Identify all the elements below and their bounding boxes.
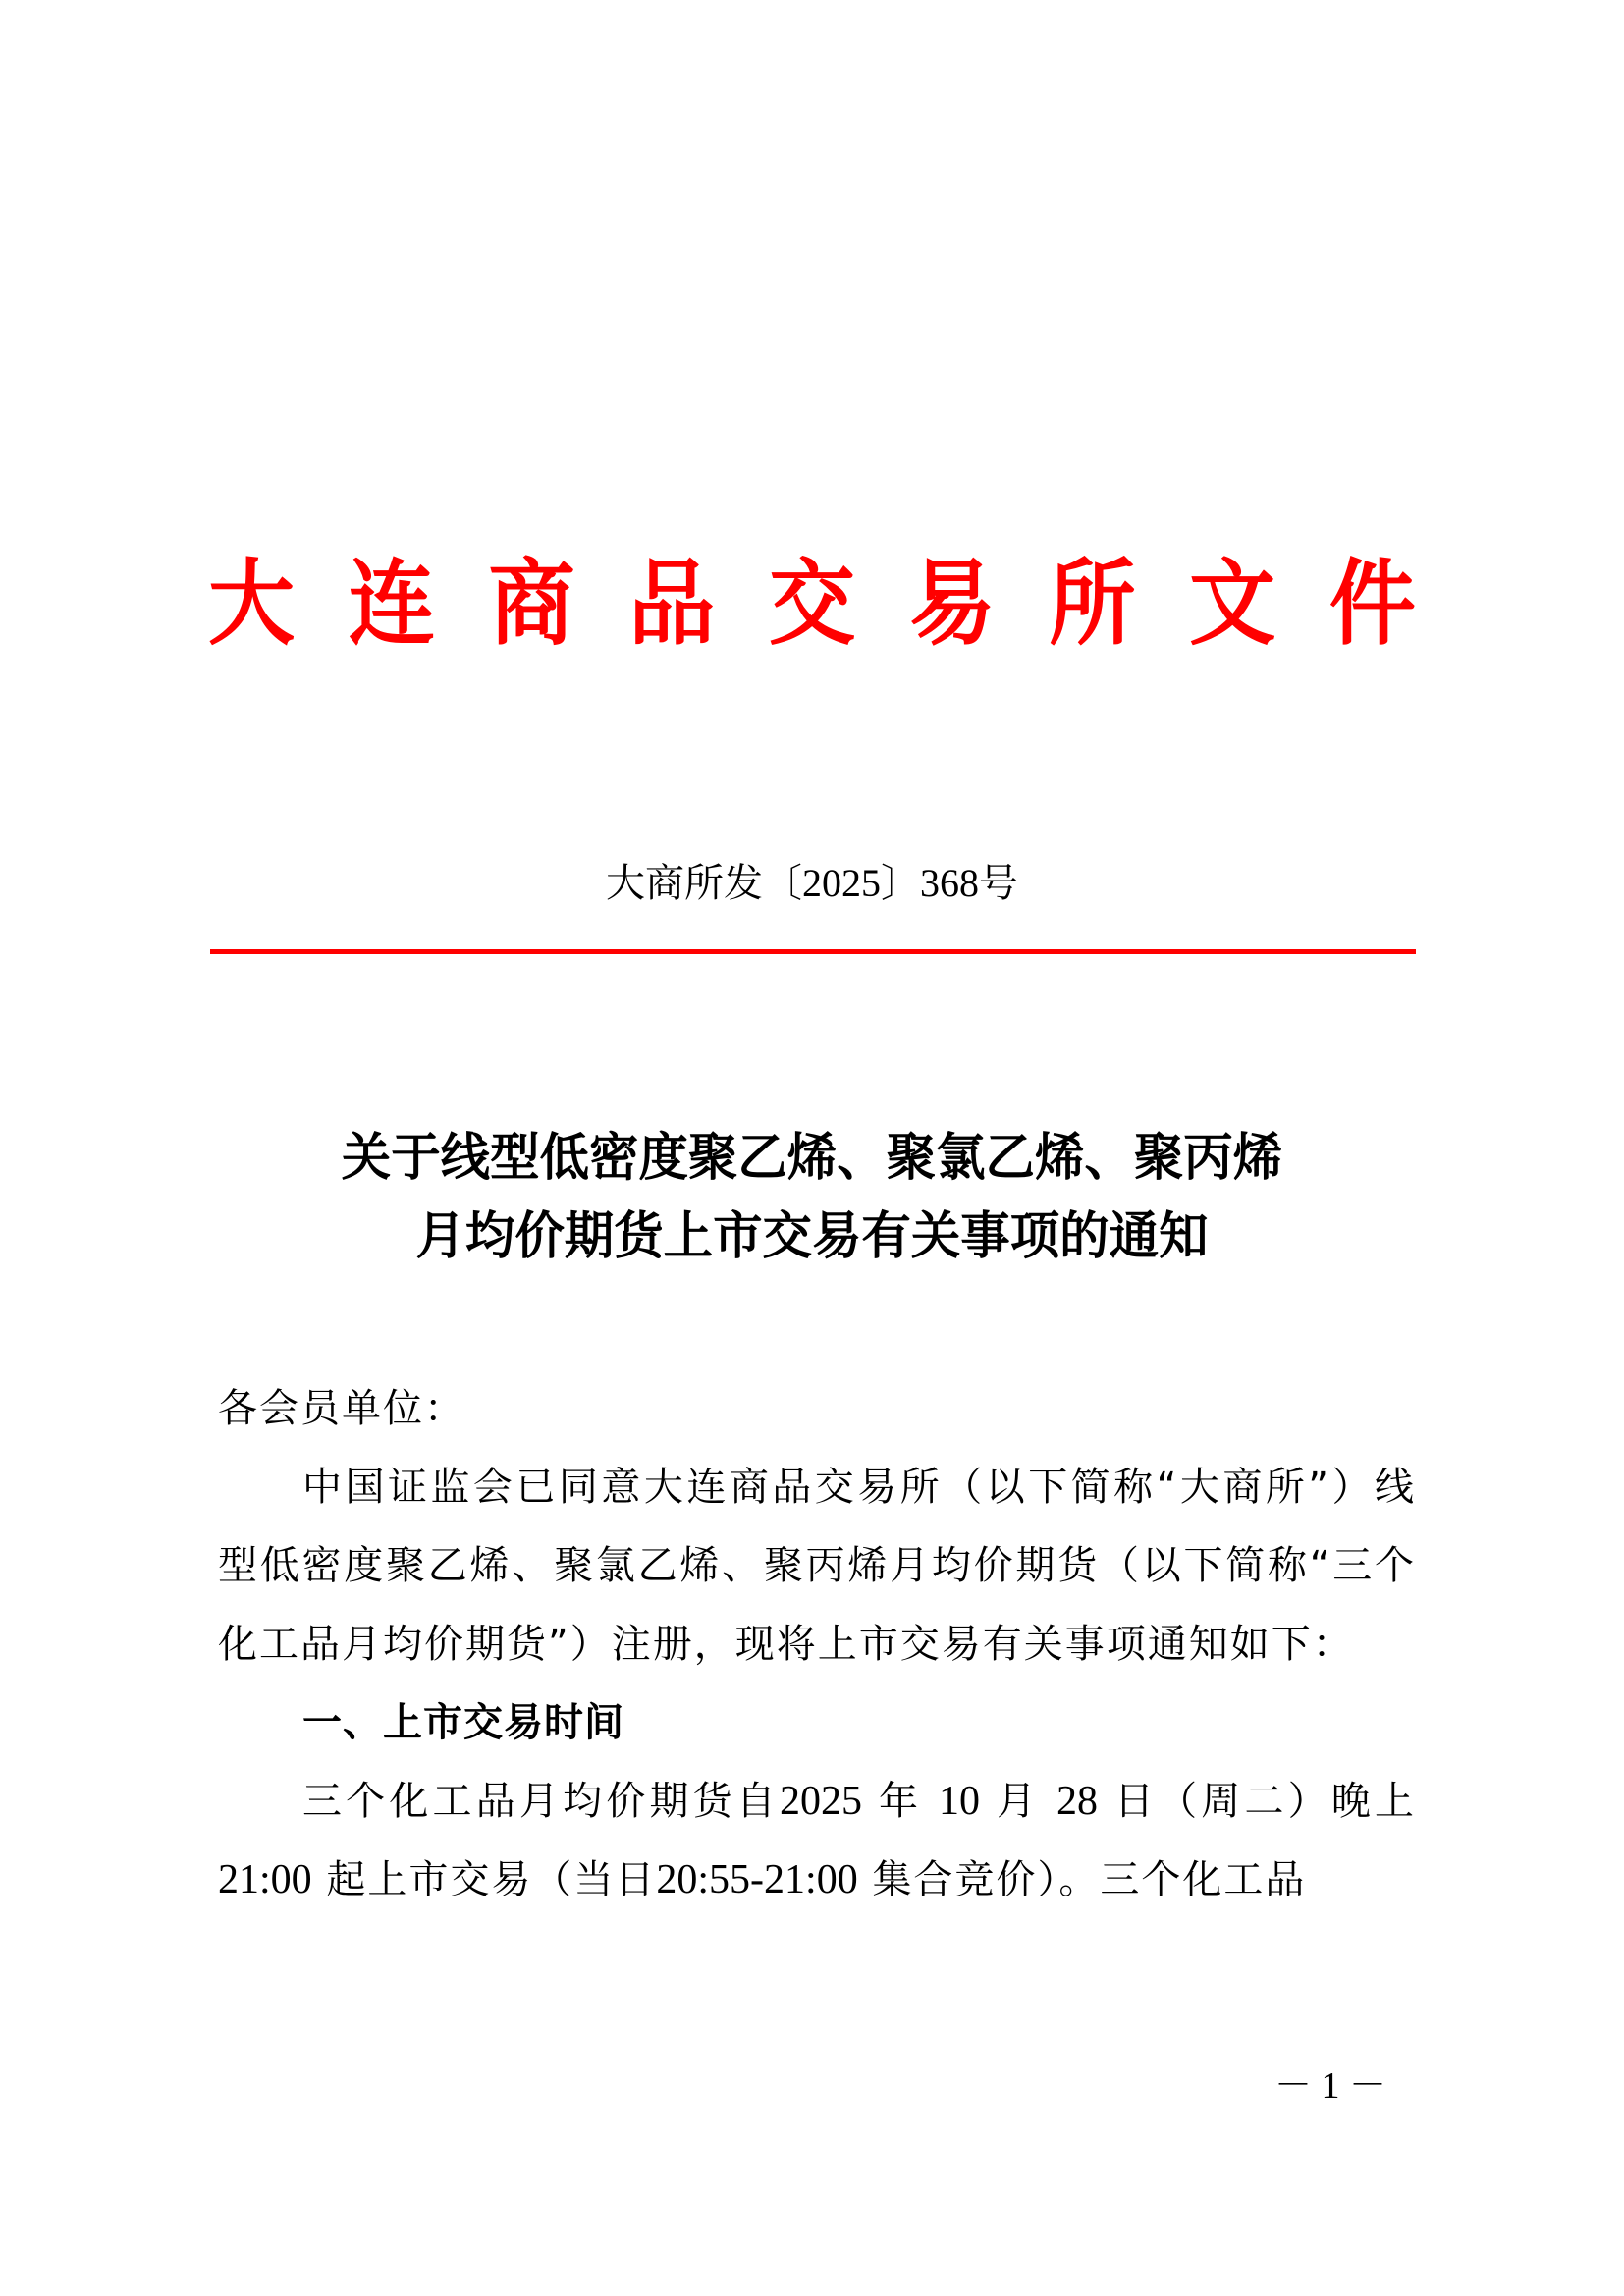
document-title [0, 1119, 1624, 1276]
masthead-char: 品 [628, 548, 716, 659]
section-paragraph [218, 1762, 1416, 1919]
section-heading: 一、上市交易时间 [302, 1700, 624, 1745]
text-fragment: 日（周二）晚上 [1113, 1779, 1417, 1824]
call-auction-time: 20:55-21:00 [656, 1857, 858, 1902]
listing-month: 10 [939, 1779, 981, 1824]
salutation: 各会员单位： [218, 1386, 465, 1431]
masthead-title [208, 550, 1416, 658]
text-fragment: 年 [878, 1779, 923, 1824]
masthead-char: 所 [1049, 548, 1136, 659]
red-divider-line [210, 949, 1416, 954]
listing-year: 2025 [780, 1779, 863, 1824]
title-line-2: 月均价期货上市交易有关事项的通知 [415, 1207, 1209, 1266]
body-paragraph: 中国证监会已同意大连商品交易所（以下简称“大商所”）线型低密度聚乙烯、聚氯乙烯、聚丙烯月均价期货（以下简称“三个化工品月均价期货”）注册，现将上市交易有关事项通知如下： [218, 1465, 1416, 1667]
text-fragment: 集合竞价）。三个化工品 [872, 1857, 1307, 1902]
masthead-char: 文 [1189, 548, 1276, 659]
listing-day: 28 [1056, 1779, 1099, 1824]
masthead-char: 件 [1328, 548, 1416, 659]
text-fragment: 月 [996, 1779, 1041, 1824]
document-number: 大商所发〔2025〕368号 [606, 861, 1018, 905]
masthead-char: 易 [908, 548, 996, 659]
masthead-char: 大 [208, 548, 296, 659]
masthead-char: 连 [348, 548, 435, 659]
title-line-1: 关于线型低密度聚乙烯、聚氯乙烯、聚丙烯 [341, 1129, 1283, 1188]
masthead-char: 交 [768, 548, 855, 659]
listing-start-time: 21:00 [218, 1857, 312, 1902]
text-fragment: 起上市交易（当日 [326, 1857, 657, 1902]
document-body [218, 1369, 1416, 1919]
masthead-char: 商 [488, 548, 575, 659]
text-fragment: 三个化工品月均价期货自 [302, 1779, 781, 1824]
page-number: － 1 － [1273, 2065, 1386, 2107]
